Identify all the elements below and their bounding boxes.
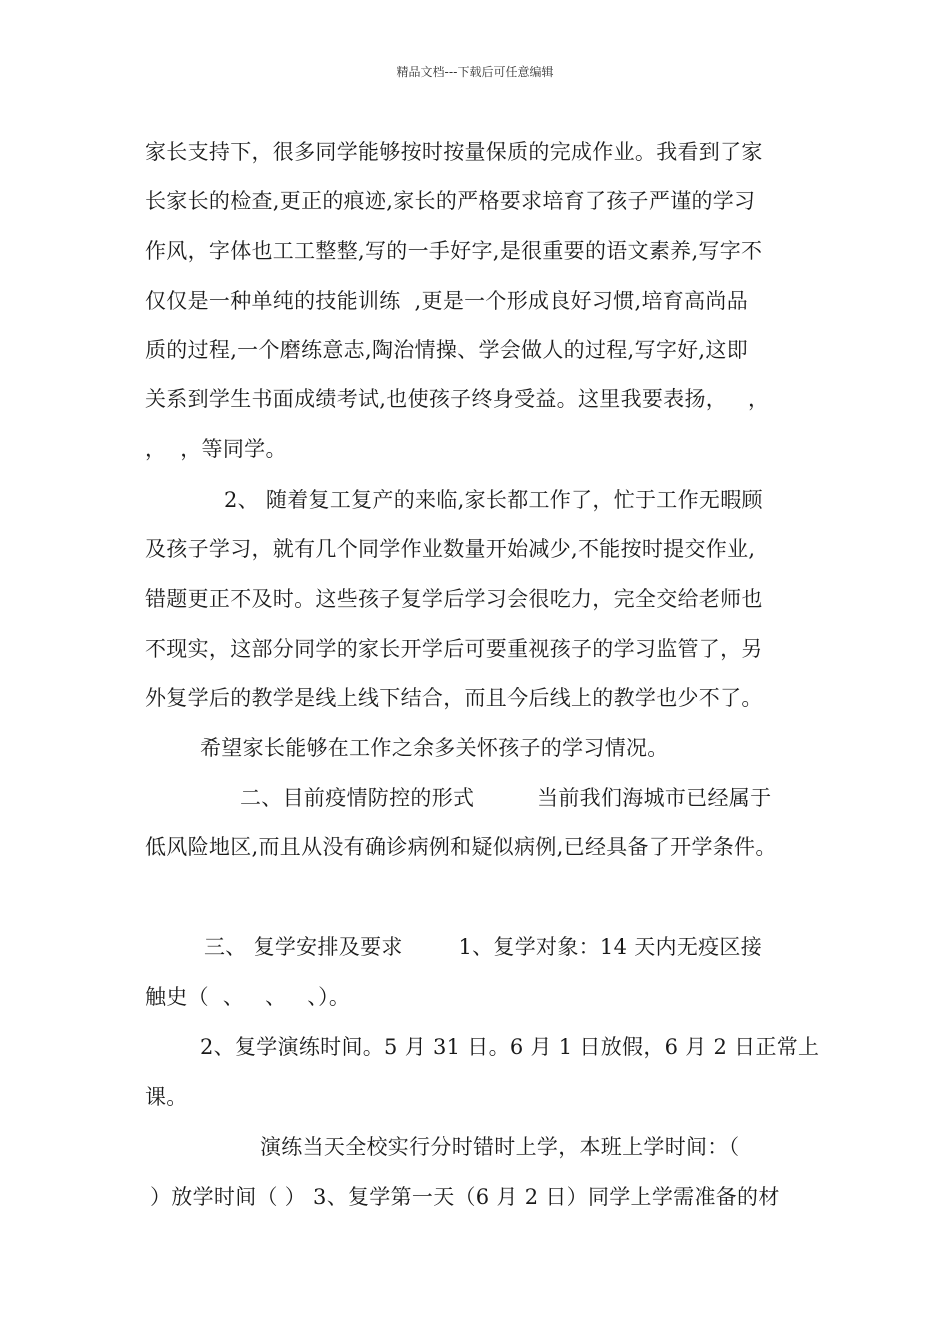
paragraph-line: 2、复学演练时间。5 月 31 日。6 月 1 日放假，6 月 2 日正常上 (200, 1035, 820, 1059)
paragraph-line: ）放学时间（ ） 3、复学第一天（6 月 2 日）同学上学需准备的材 (150, 1185, 780, 1209)
paragraph-line: 2、 随着复工复产的来临,家长都工作了，忙于工作无暇顾 (224, 488, 763, 512)
paragraph-line: 演练当天全校实行分时错时上学，本班上学时间：（ (260, 1135, 740, 1159)
paragraph-line: 长家长的检查,更正的痕迹,家长的严格要求培育了孩子严谨的学习 (145, 189, 756, 213)
paragraph-line: 仅仅是一种单纯的技能训练 ,更是一个形成良好习惯,培育高尚品 (145, 289, 748, 313)
paragraph-line: 触史（ 、 、 、）。 (145, 985, 351, 1009)
paragraph-line: 错题更正不及时。这些孩子复学后学习会很吃力，完全交给老师也 (145, 587, 763, 611)
paragraph-line: 低风险地区,而且从没有确诊病例和疑似病例,已经具备了开学条件。 (145, 835, 777, 859)
paragraph-line: 不现实，这部分同学的家长开学后可要重视孩子的学习监管了，另 (145, 637, 763, 661)
paragraph-line: 关系到学生书面成绩考试,也使孩子终身受益。这里我要表扬， ， (145, 387, 770, 411)
paragraph-line: ， ，等同学。 (145, 437, 287, 461)
paragraph-line: 作风，字体也工工整整,写的一手好字,是很重要的语文素养,写字不 (145, 239, 763, 263)
section-heading-line: 三、 复学安排及要求 1、复学对象：14 天内无疫区接 (204, 935, 763, 959)
section-heading-line: 二、目前疫情防控的形式 当前我们海城市已经属于 (240, 786, 772, 810)
paragraph-line: 及孩子学习，就有几个同学作业数量开始减少,不能按时提交作业, (145, 537, 756, 561)
paragraph-line: 家长支持下，很多同学能够按时按量保质的完成作业。我看到了家 (145, 140, 763, 164)
paragraph-line: 希望家长能够在工作之余多关怀孩子的学习情况。 (200, 736, 669, 760)
paragraph-line: 质的过程,一个磨练意志,陶治情操、学会做人的过程,写字好,这即 (145, 338, 748, 362)
paragraph-line: 外复学后的教学是线上线下结合，而且今后线上的教学也少不了。 (145, 686, 763, 710)
page-header: 精品文档---下载后可任意编辑 (396, 65, 554, 79)
paragraph-line: 课。 (145, 1085, 188, 1109)
